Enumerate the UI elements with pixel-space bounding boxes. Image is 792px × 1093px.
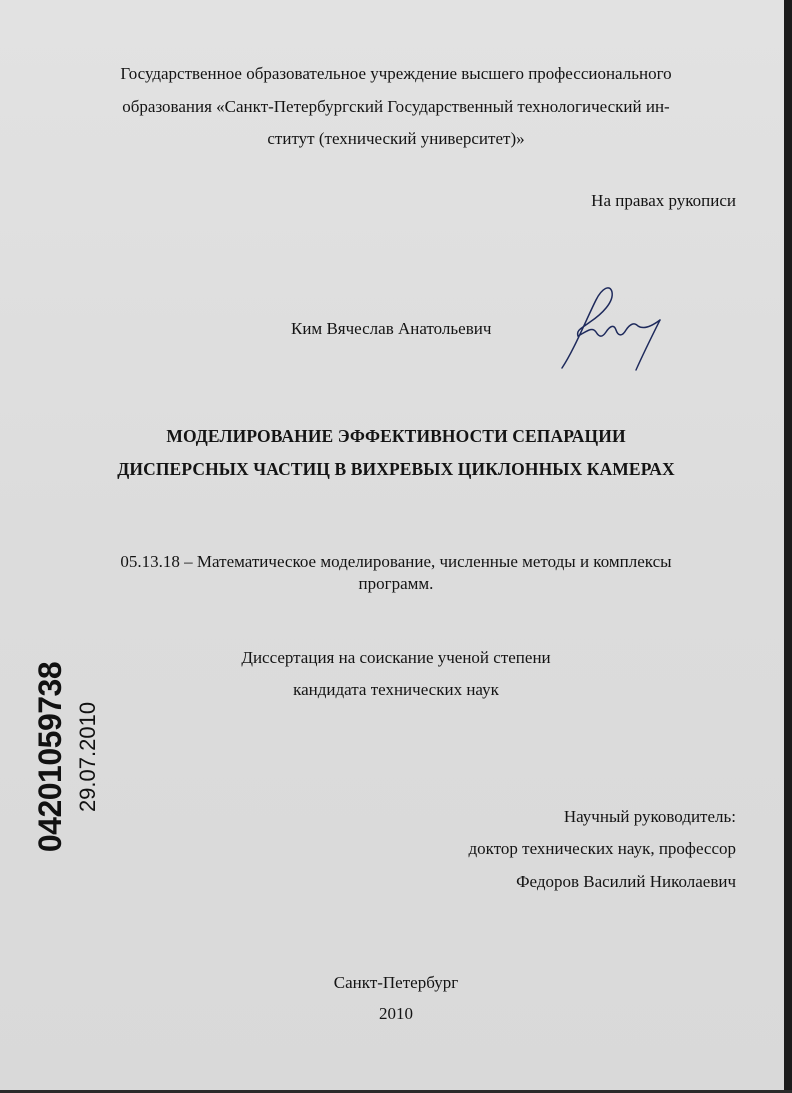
stamp-date: 29.07.2010 [75,701,100,813]
scan-edge-right [784,0,792,1093]
degree-line-1: Диссертация на соискание ученой степени [241,648,551,667]
author-name: Ким Вячеслав Анатольевич [291,319,492,338]
manuscript-note: На правах рукописи [591,191,736,210]
year: 2010 [379,1004,413,1023]
stamp-number: 04201059738 [32,661,68,853]
title-line-1: МОДЕЛИРОВАНИЕ ЭФФЕКТИВНОСТИ СЕПАРАЦИИ [166,426,626,446]
institution-line-2: образования «Санкт-Петербургский Государственный технологический ин- [122,97,670,116]
institution-line-3: ститут (технический университет)» [267,129,525,148]
city: Санкт-Петербург [333,973,459,992]
supervisor-name: Федоров Василий Николаевич [516,872,736,891]
title-line-2: ДИСПЕРСНЫХ ЧАСТИЦ В ВИХРЕВЫХ ЦИКЛОННЫХ КАМЕРАХ [117,459,675,479]
supervisor-title: доктор технических наук, профессор [468,839,736,858]
library-stamp [12,640,102,875]
signature-icon [552,280,672,380]
specialty-line-2: программ. [358,574,434,593]
specialty-line-1: 05.13.18 – Математическое моделирование, численные методы и комплексы [120,552,672,571]
supervisor-label: Научный руководитель: [563,807,736,826]
degree-line-2: кандидата технических наук [293,680,499,699]
institution-line-1: Государственное образовательное учреждение высшего профессионального [120,64,672,83]
